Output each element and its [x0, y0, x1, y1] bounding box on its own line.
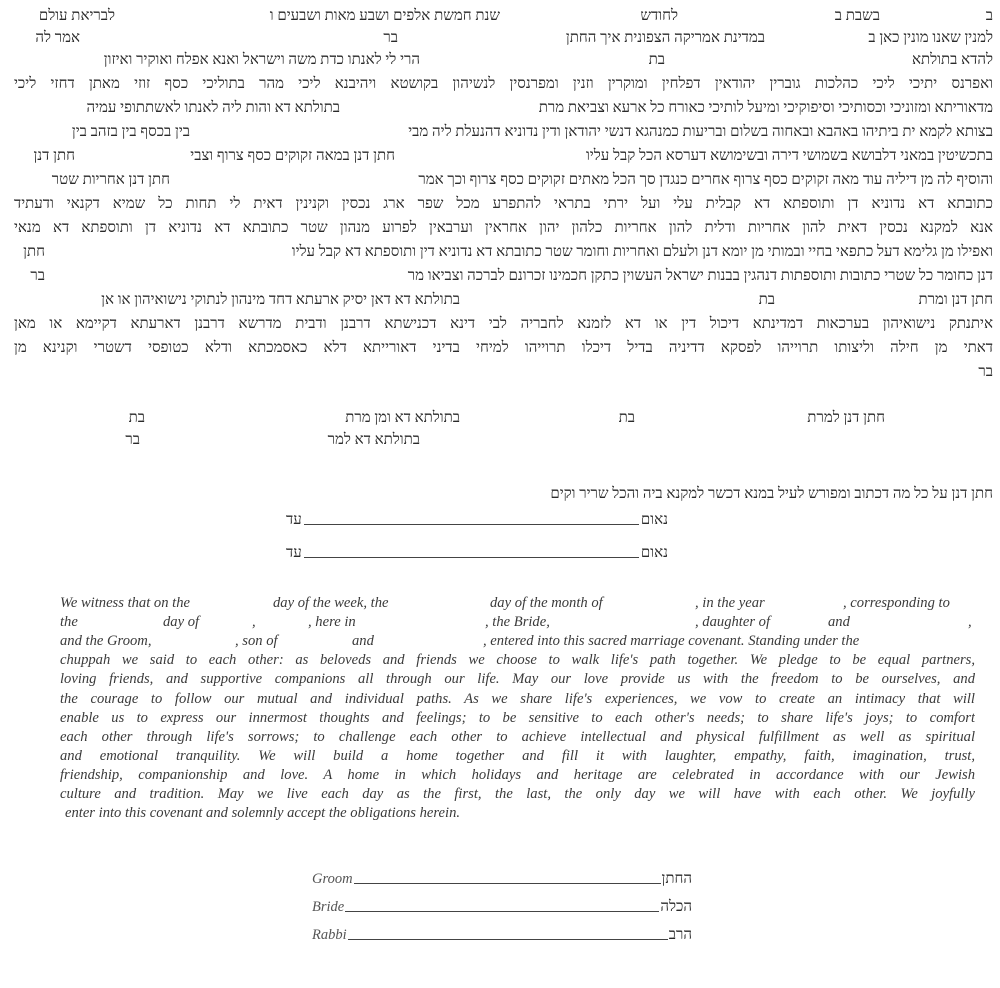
english-text-segment: , in the year: [695, 595, 765, 611]
hebrew-text-segment: בשבת ב: [834, 8, 880, 24]
english-text-segment: , corresponding to: [843, 595, 950, 611]
hebrew-text-segment: כתובתא דא נדוניא דן ותוספתא דא קבלית עלי ועל ירתי בתראי להתפרע מכל שפר ארג נכסין וקנינין דאית לי תחות כל שמיא דקנאי ודעתיד: [14, 196, 993, 212]
hebrew-text-segment: חתן דנן: [33, 148, 75, 164]
hebrew-text-segment: אמר לה: [35, 30, 80, 46]
hebrew-text-segment: ואפרנס יתיכי ליכי כהלכות גוברין יהודאין דפלחין ומוקרין וזנין ומפרנסין לנשיהון בקושטא ויהיבנא ליכי מהר בתוליכי כסף זוזי מאתן דחזי ליכי: [14, 76, 993, 92]
hebrew-text-segment: בר: [383, 30, 398, 46]
hebrew-text-segment: בת: [618, 410, 635, 426]
hebrew-text-segment: מדאוריתא ומזוניכי וכסותיכי וסיפוקיכי ומיעל לותיכי כאורח כל ארעא וצביאת מרת: [538, 100, 993, 116]
hebrew-text-segment: להדא בתולתא: [912, 52, 993, 68]
hebrew-text-segment: בין בכסף בין בזהב בין: [71, 124, 190, 140]
signature-blank[interactable]: [304, 523, 639, 525]
hebrew-text-segment: בתולתא דא ומן מרת: [345, 410, 460, 426]
english-text-segment: We witness that on the: [60, 595, 190, 611]
english-text-segment: loving friends, and supportive companions all through our life. May our love provide us with the freedom to be ourselves, and: [60, 671, 975, 688]
english-text-segment: the courage to follow our mutual and individual paths. As we share life's experiences, we vow to create an intimacy that will: [60, 690, 975, 707]
hebrew-text-segment: בתכשיטין במאני דלבושא בשמושי דירה ובשימושא דערסא הכל קבל עליו: [585, 148, 993, 164]
hebrew-text-segment: ואפילו מן גלימא דעל כתפאי בחיי ובמותי מן יומא דנן ולעלם ואחריות וחומר שטר כתובתא דא נדוניא דין ותוספתא דא קבל עליו: [291, 244, 993, 260]
signature-blank[interactable]: [345, 910, 659, 912]
hebrew-text-segment: בת: [128, 410, 145, 426]
hebrew-text-segment: הרי לי לאנתו כדת משה וישראל ואנא אפלח ואוקיר ואיזון: [103, 52, 420, 68]
hebrew-text-segment: שנת חמשת אלפים ושבע מאות ושבעים ו: [269, 8, 500, 24]
hebrew-text-segment: בתולתא דא והות ליה לאנתו לאשתתופי עמיה: [86, 100, 340, 116]
hebrew-text-segment: חתן דנן ומרת: [918, 292, 993, 308]
english-text-segment: and: [352, 633, 374, 650]
hebrew-text-segment: חתן: [23, 244, 45, 260]
hebrew-text-segment: במדינת אמריקה הצפונית איך החתן: [565, 30, 765, 46]
hebrew-text-segment: בתולתא דא למר: [327, 432, 420, 448]
english-text-segment: friendship, companionship and love. A home in which holidays and heritage are celebrated in accordance with our Jewish: [60, 766, 975, 783]
bride-signature-line[interactable]: [312, 899, 692, 916]
signature-blank[interactable]: [354, 882, 661, 884]
groom-label: Groom: [312, 871, 353, 887]
groom-signature-line[interactable]: [312, 871, 692, 888]
hebrew-text-segment: לחודש: [640, 8, 678, 24]
hebrew-text-segment: בר: [978, 364, 993, 380]
rabbi-signature-line[interactable]: [312, 927, 692, 944]
hebrew-text-segment: ב: [985, 8, 993, 24]
hebrew-text-segment: בצותא לקמא ית ביתיהו באהבא ובאחוה בשלום ובריעות כמנהגא דנשי יהודאן ודין נדוניא דהנעלת ליה מבי: [408, 124, 993, 140]
hebrew-text-segment: למנין שאנו מונין כאן ב: [868, 30, 993, 46]
witness-label: עד: [286, 512, 302, 528]
hebrew-text-segment: והוסיף לה מן דיליה עוד מאה זקוקים כסף צרוף אחרים כנגדן סך הכל מאתים זקוקים כסף צרוף וכך אמר: [418, 172, 993, 188]
hebrew-text-segment: איתנתק נישואיהון בערכאות דמדינתא דיכול דין או דא לזמנא לחבריה לבי דינא דכנישתא דרבנן ודבית מדרשא דרבנן דארעתא דקיימא או מאן: [14, 316, 993, 332]
hebrew-text-segment: דאתי מן חילה וליצותו תרוייהו לפסקא דדיניה בדיל דיכלו תרוייהו למיחי בדיני דאורייתא דלא כאסמכתא ודלא כטופסי דשטרי וקנינא מן: [14, 340, 993, 356]
hebrew-text-segment: דנן כחומר כל שטרי כתובות ותוספתות דנהגין בבנות ישראל העשוין כתקן חכמינו זכרונם לברכה וצביאו מר: [407, 268, 993, 284]
hebrew-text-segment: חתן דנן אחריות שטר: [51, 172, 170, 188]
english-text-segment: and emotional tranquility. We will build a home together and fill it with laughter, empathy, faith, imagination, trust,: [60, 747, 975, 764]
signed-label: נאום: [640, 512, 668, 528]
hebrew-text-segment: בת: [758, 292, 775, 308]
groom-hebrew-label: החתן: [661, 871, 692, 887]
english-text-segment: , the Bride,: [485, 614, 550, 631]
english-text-segment: day of: [163, 614, 200, 631]
signature-blank[interactable]: [304, 556, 639, 558]
english-text-segment: and the Groom,: [60, 633, 152, 650]
rabbi-label: Rabbi: [312, 927, 347, 943]
signed-label: נאום: [640, 545, 668, 561]
bride-label: Bride: [312, 899, 345, 915]
english-text-segment: , entered into this sacred marriage covenant. Standing under the: [483, 633, 860, 650]
rabbi-hebrew-label: הרב: [668, 927, 692, 943]
signature-blank[interactable]: [348, 938, 668, 940]
hebrew-text-segment: בר: [125, 432, 140, 448]
witness-signature-line-2[interactable]: [286, 545, 668, 562]
hebrew-text-segment: בר: [30, 268, 45, 284]
english-text-segment: enter into this covenant and solemnly accept the obligations herein.: [65, 805, 461, 822]
witness-signature-line-1[interactable]: [286, 512, 668, 529]
hebrew-text-segment: בת: [648, 52, 665, 68]
english-text-segment: day of the month of: [490, 595, 603, 611]
english-text-segment: each other through life's sorrows; to challenge each other to achieve intellectual and physical fulfillment as well as spiritual: [60, 728, 975, 745]
hebrew-text-segment: חתן דנן על כל מה דכתוב ומפורש לעיל במנא דכשר למקנא ביה והכל שריר וקים: [550, 486, 993, 502]
english-text-segment: ,: [968, 614, 972, 631]
hebrew-text-segment: חתן דנן למרת: [807, 410, 885, 426]
hebrew-text-segment: אנא למקנא נכסין דאית להון אחריות ודלית להון אחריות כלהון יהון אחראין וערבאין לפרוע מנהון שטר כתובתא דא נדוניא דן ותוספתא דא מנאי: [14, 220, 993, 236]
english-text-segment: culture and tradition. May we live each day as the first, the last, the only day we will have with each other. We joyfully: [60, 786, 975, 802]
english-text-segment: day of the week, the: [273, 595, 389, 611]
english-text-segment: ,: [252, 614, 256, 631]
english-text-segment: , son of: [235, 633, 278, 650]
hebrew-text-segment: לבריאת עולם: [38, 8, 115, 24]
witness-label: עד: [286, 545, 302, 561]
english-text-segment: the: [60, 614, 78, 631]
hebrew-text-segment: בתולתא דא דאן יסיק ארעתא דחד מינהון לנתוקי נישואיהון או אן: [101, 292, 460, 308]
english-text-segment: chuppah we said to each other: as beloveds and friends we choose to walk life's path together. We pledge to be equal partners,: [60, 652, 975, 669]
english-text-segment: and: [828, 614, 850, 631]
english-text-segment: enable us to express our innermost thoughts and feelings; to be sensitive to each other's needs; to share life's joys; to comfort: [60, 709, 975, 726]
hebrew-text-segment: חתן דנן במאה זקוקים כסף צרוף וצבי: [190, 148, 395, 164]
english-text-segment: , here in: [308, 614, 356, 631]
bride-hebrew-label: הכלה: [660, 899, 692, 915]
english-text-segment: , daughter of: [695, 614, 770, 631]
